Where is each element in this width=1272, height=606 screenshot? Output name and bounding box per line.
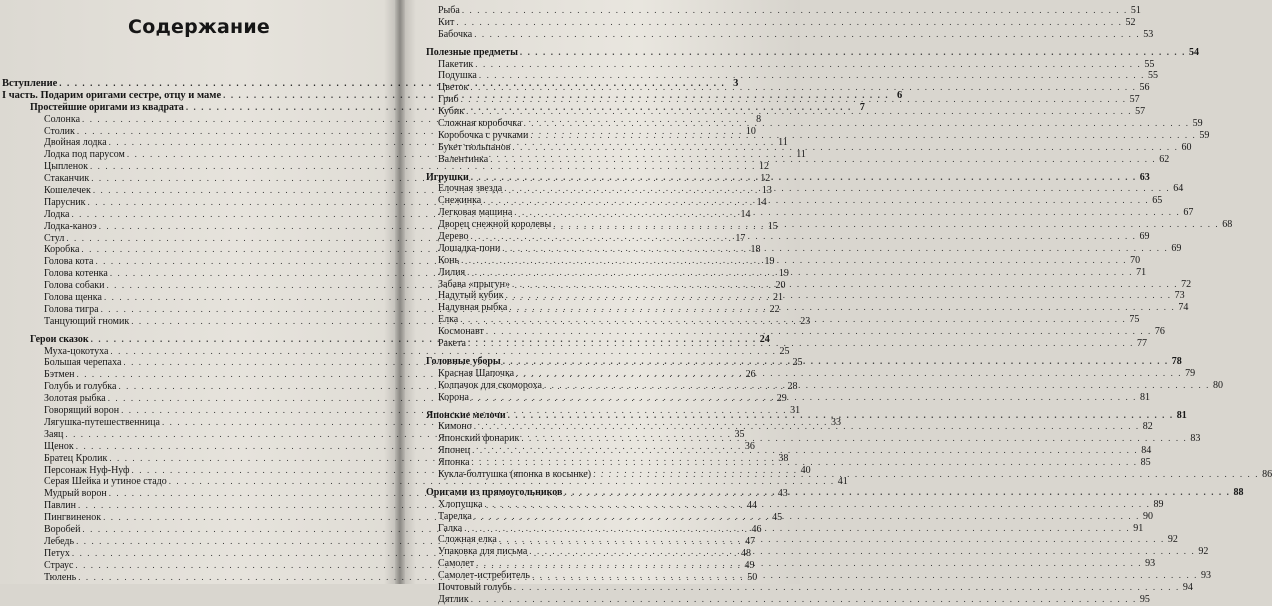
toc-entry-label: Дерево — [438, 231, 469, 243]
toc-page-number: 29 — [776, 393, 787, 405]
toc-leader-dots — [483, 195, 1149, 207]
toc-page-number: 26 — [745, 369, 756, 381]
toc-page-number: 38 — [778, 452, 789, 464]
toc-page-number: 8 — [756, 113, 762, 125]
toc-leader-dots — [530, 130, 1196, 142]
toc-leader-dots — [464, 523, 1130, 535]
toc-leader-dots — [512, 142, 1178, 154]
toc-page-number: 28 — [787, 381, 798, 393]
toc-page-number: 55 — [1144, 58, 1155, 70]
toc-page-number: 93 — [1201, 570, 1212, 582]
toc-page-number: 70 — [1130, 254, 1141, 266]
toc-entry-label: Снежинка — [438, 195, 482, 207]
toc-page-number: 19 — [764, 256, 775, 268]
toc-entry[interactable] — [402, 433, 1201, 445]
toc-page-number: 23 — [800, 315, 811, 327]
toc-page-number: 95 — [1139, 593, 1150, 605]
toc-entry-label: Лошадка-пони — [438, 242, 501, 254]
toc-entry-label: Золотая рыбка — [44, 393, 106, 405]
toc-entry-label: Конь — [438, 254, 460, 266]
toc-entry-label: Головные уборы — [426, 355, 501, 367]
toc-entry[interactable] — [402, 581, 1193, 594]
toc-page-number: 49 — [744, 559, 755, 571]
toc-page-number: 12 — [759, 161, 769, 173]
toc-page-number: 69 — [1171, 242, 1182, 254]
toc-entry-label: Двойная лодка — [44, 137, 107, 149]
toc-entry-label: Мудрый ворон — [44, 488, 107, 500]
toc-entry[interactable] — [0, 476, 848, 488]
toc-leader-dots — [461, 255, 1127, 267]
toc-page-number: 69 — [1139, 231, 1150, 243]
toc-entry-label: Страус — [44, 559, 74, 571]
toc-page-number: 57 — [1135, 106, 1146, 118]
toc-page-number: 56 — [1139, 82, 1150, 94]
toc-entry-label: Надутый кубик — [438, 290, 504, 302]
toc-page-number: 48 — [740, 547, 751, 559]
toc-leader-dots — [521, 433, 1187, 445]
toc-page-number: 12 — [760, 173, 771, 185]
toc-leader-dots — [467, 267, 1133, 279]
toc-entry-label: Лебедь — [44, 535, 75, 547]
toc-leader-dots — [532, 570, 1198, 582]
toc-page-number: 64 — [1173, 183, 1184, 195]
toc-leader-dots — [512, 279, 1178, 291]
toc-entry-label: Лодка под парусом — [44, 149, 125, 161]
toc-entry-label: Гриб — [438, 94, 459, 106]
toc-entry-label: Японские мелочи — [426, 409, 506, 421]
toc-entry[interactable] — [402, 498, 1164, 511]
toc-entry-label: Танцующий гномик — [44, 315, 130, 327]
toc-entry[interactable] — [402, 593, 1150, 606]
toc-entry-label: Надувная рыбка — [438, 302, 508, 314]
toc-entry-label: Голубь и голубка — [44, 381, 117, 393]
toc-page-number: 53 — [1143, 28, 1154, 40]
toc-leader-dots — [476, 558, 1142, 570]
toc-entry-label: Стул — [44, 232, 65, 244]
toc-leader-dots — [484, 499, 1150, 511]
toc-entry[interactable] — [402, 558, 1156, 570]
toc-entry[interactable] — [402, 338, 1148, 350]
toc-entry-label: Галка — [438, 522, 463, 534]
toc-leader-dots — [508, 410, 1174, 422]
toc-entry-label: Муха-цокотуха — [44, 345, 109, 357]
toc-page-number: 54 — [1188, 46, 1199, 58]
toc-entry-label: Коробка — [44, 244, 80, 256]
toc-entry-label: Павлин — [44, 500, 76, 512]
toc-page-number: 51 — [1130, 5, 1141, 16]
toc-entry-label: Простейшие оригами из квадрата — [30, 101, 184, 113]
toc-entry-label: Японка — [438, 457, 470, 469]
toc-page-number: 71 — [1136, 266, 1147, 278]
toc-entry-label: Кубик — [438, 106, 465, 118]
toc-page-number: 92 — [1167, 534, 1178, 546]
toc-entry[interactable] — [402, 171, 1150, 184]
toc-page-number: 43 — [777, 488, 788, 500]
toc-entry-label: Почтовый голубь — [438, 581, 512, 593]
toc-entry-label: Стаканчик — [44, 173, 90, 185]
toc-page-number: 79 — [1185, 367, 1196, 379]
toc-leader-dots — [502, 243, 1168, 255]
toc-page-number: 72 — [1181, 278, 1192, 290]
toc-entry[interactable] — [402, 70, 1158, 82]
toc-page-number: 77 — [1137, 338, 1148, 350]
toc-entry-label: Коробочка с ручками — [438, 129, 529, 141]
toc-entry-label: Голова тигра — [44, 303, 99, 315]
toc-entry-label: Воробей — [44, 523, 81, 535]
toc-page-number: 41 — [837, 476, 848, 488]
toc-page-number: 17 — [735, 232, 746, 244]
toc-entry[interactable] — [402, 94, 1140, 106]
toc-entry-label: Голова щенка — [44, 292, 102, 304]
toc-entry[interactable] — [402, 546, 1209, 558]
toc-leader-dots — [466, 106, 1132, 118]
toc-entry[interactable] — [402, 570, 1212, 582]
toc-entry-label: Говорящий ворон — [44, 405, 120, 417]
toc-entry[interactable] — [402, 28, 1154, 41]
toc-entry-label: I часть. Подарим оригами сестре, отцу и маме — [2, 89, 222, 101]
toc-entry[interactable] — [0, 161, 769, 173]
toc-page-number: 7 — [859, 101, 865, 113]
toc-page-number: 76 — [1154, 326, 1165, 338]
toc-entry[interactable] — [402, 118, 1203, 130]
toc-page-number: 55 — [1147, 70, 1158, 82]
toc-page-number: 25 — [779, 345, 790, 357]
toc-entry-label: Японский фонарик — [438, 433, 520, 445]
toc-leader-dots — [524, 118, 1190, 130]
toc-entry[interactable] — [402, 46, 1199, 59]
toc-page-number: 57 — [1129, 94, 1140, 106]
toc-entry-label: Полезные предметы — [426, 46, 518, 58]
toc-entry-label: Подушка — [438, 70, 477, 82]
toc-page-number: 81 — [1140, 391, 1151, 403]
toc-leader-dots — [472, 445, 1138, 457]
toc-page-number: 67 — [1183, 207, 1194, 219]
toc-page-number: 40 — [800, 464, 811, 476]
toc-entry[interactable] — [402, 5, 1141, 17]
toc-entry-label: Столик — [44, 125, 75, 137]
toc-leader-dots — [470, 231, 1136, 243]
toc-page-number: 33 — [831, 416, 842, 428]
toc-entry[interactable] — [402, 522, 1144, 535]
toc-entry-label: Парусник — [44, 196, 86, 208]
toc-page-number: 94 — [1182, 581, 1193, 593]
toc-entry-label: Хлопушка — [438, 498, 483, 510]
toc-entry-label: Лодка-каноэ — [44, 220, 97, 232]
toc-leader-dots — [461, 94, 1127, 106]
toc-entry-label: Цыпленок — [44, 161, 88, 173]
toc-page-number: 3 — [733, 78, 739, 89]
toc-page-number: 15 — [767, 220, 778, 232]
toc-entry-label: Японец — [438, 445, 471, 457]
toc-entry-label: Упаковка для письма — [438, 546, 528, 558]
toc-page-number: 91 — [1133, 522, 1144, 534]
toc-leader-dots — [471, 392, 1137, 404]
toc-leader-dots — [462, 5, 1128, 17]
toc-page-number: 6 — [896, 89, 903, 101]
toc-page-number: 83 — [1190, 433, 1201, 445]
toc-page-number: 81 — [1176, 409, 1187, 421]
toc-page-number: 63 — [1139, 171, 1150, 183]
toc-entry-label: Ракета — [438, 338, 466, 350]
toc-entry-label: Самолет — [438, 558, 475, 570]
toc-page-number: 59 — [1199, 129, 1210, 141]
toc-leader-dots — [474, 29, 1140, 41]
toc-entry[interactable] — [402, 195, 1163, 207]
toc-leader-dots — [514, 207, 1180, 219]
toc-page-number: 62 — [1159, 153, 1170, 165]
toc-entry[interactable] — [402, 326, 1165, 338]
toc-entry-label: Лягушка-путешественница — [44, 416, 160, 428]
toc-entry-label: Букет тюльпанов — [438, 141, 511, 153]
toc-page-number: 93 — [1145, 558, 1156, 570]
toc-entry-label: Сложная коробочка — [438, 118, 522, 130]
toc-entry-label: Рыба — [438, 5, 460, 16]
toc-page-number: 14 — [740, 208, 751, 220]
toc-leader-dots — [474, 421, 1140, 433]
toc-entry-label: Кимоно — [438, 421, 472, 433]
toc-leader-dots — [490, 154, 1156, 166]
toc-entry-label: Елка — [438, 314, 459, 326]
toc-leader-dots — [509, 302, 1175, 314]
toc-page-number: 25 — [792, 357, 803, 369]
toc-page-number: 45 — [772, 512, 783, 524]
toc-leader-dots — [471, 172, 1137, 184]
toc-page-number: 20 — [775, 280, 786, 292]
toc-leader-dots — [499, 534, 1165, 546]
toc-entry-label: Кошелечек — [44, 185, 91, 197]
toc-page-number: 75 — [1129, 314, 1140, 326]
toc-entry-label: Герои сказок — [30, 333, 89, 345]
toc-page-number: 86 — [1262, 468, 1272, 480]
toc-leader-dots — [553, 219, 1219, 231]
toc-leader-dots — [456, 17, 1122, 29]
toc-leader-dots — [520, 47, 1186, 59]
toc-page-number: 73 — [1174, 290, 1185, 302]
toc-page-number: 60 — [1181, 141, 1192, 153]
toc-entry[interactable] — [402, 302, 1189, 314]
toc-entry-label: Кит — [438, 16, 455, 28]
toc-page-number: 85 — [1140, 457, 1151, 469]
toc-page-number: 36 — [744, 440, 755, 452]
toc-leader-dots — [516, 368, 1182, 380]
toc-page-number: 90 — [1142, 510, 1153, 522]
toc-entry-label: Большая черепаха — [44, 357, 122, 369]
toc-entry-label: Бэтмен — [44, 369, 75, 381]
toc-page-number: 35 — [734, 428, 745, 440]
toc-entry-label: Тарелка — [438, 510, 472, 522]
toc-leader-dots — [468, 338, 1134, 350]
toc-leader-dots — [506, 290, 1172, 302]
toc-leader-dots — [593, 469, 1259, 481]
toc-page-number: 46 — [751, 523, 762, 535]
toc-page-number: 78 — [1171, 355, 1182, 367]
toc-entry-label: Забава «прыгун» — [438, 278, 511, 290]
toc-entry[interactable] — [0, 345, 790, 358]
toc-leader-dots — [544, 380, 1210, 392]
toc-entry-label: Тюлень — [44, 571, 77, 583]
toc-page-number: 89 — [1153, 498, 1164, 510]
toc-entry-label: Пингвиненок — [44, 512, 102, 524]
toc-page-number: 14 — [756, 196, 767, 208]
toc-entry[interactable] — [402, 129, 1210, 142]
toc-entry-label: Дятлик — [438, 593, 469, 605]
toc-leader-dots — [503, 356, 1169, 368]
toc-entry[interactable] — [402, 82, 1150, 94]
toc-entry-label: Лодка — [44, 208, 70, 220]
toc-leader-dots — [486, 326, 1152, 338]
toc-page-number: 80 — [1213, 379, 1224, 391]
toc-entry-label: Корона — [438, 391, 469, 403]
toc-entry[interactable] — [402, 534, 1178, 546]
toc-leader-dots — [472, 457, 1138, 469]
toc-entry-label: Дворец снежной королевы — [438, 219, 552, 231]
toc-entry-label: Голова котенка — [44, 268, 108, 280]
toc-entry-label: Колпачок для скомороха — [438, 379, 542, 391]
toc-entry-label: Оригами из прямоугольников — [426, 486, 563, 498]
toc-page-number: 44 — [747, 500, 758, 512]
toc-leader-dots — [564, 487, 1230, 499]
toc-page-number: 82 — [1142, 421, 1153, 433]
toc-page-number: 11 — [796, 149, 806, 161]
toc-entry-label: Легковая машина — [438, 207, 513, 219]
toc-page-number: 19 — [778, 268, 789, 280]
toc-leader-dots — [514, 582, 1180, 594]
toc-entry[interactable] — [402, 242, 1182, 255]
toc-page-number: 50 — [747, 571, 758, 583]
toc-page-number: 24 — [759, 333, 770, 345]
toc-page-number: 65 — [1152, 195, 1163, 207]
toc-entry-label: Цветок — [438, 82, 469, 94]
toc-entry[interactable] — [402, 219, 1233, 231]
toc-leader-dots — [475, 59, 1141, 71]
toc-entry[interactable] — [402, 106, 1146, 118]
toc-entry[interactable] — [402, 254, 1141, 267]
toc-entry[interactable] — [402, 207, 1194, 219]
toc-leader-dots — [460, 314, 1126, 326]
toc-entry-label: Красная Шапочка — [438, 367, 515, 379]
toc-leader-dots — [504, 183, 1170, 195]
toc-page-number: 31 — [790, 405, 801, 417]
toc-entry-label: Бабочка — [438, 28, 473, 40]
toc-page-number: 11 — [778, 137, 788, 149]
toc-entry[interactable] — [402, 183, 1184, 195]
toc-leader-dots — [470, 82, 1136, 94]
toc-entry-label: Елочная звезда — [438, 183, 503, 195]
toc-page-number: 18 — [750, 244, 761, 256]
toc-leader-dots — [471, 594, 1137, 606]
toc-page-number: 84 — [1141, 445, 1152, 457]
toc-entry-label: Петух — [44, 547, 70, 559]
toc-entry-label: Серая Шейка и утиное стадо — [44, 476, 167, 488]
toc-page-number: 68 — [1222, 219, 1233, 231]
toc-entry[interactable] — [402, 367, 1196, 380]
toc-page-number: 13 — [761, 185, 772, 197]
toc-entry-label: Заяц — [44, 428, 64, 440]
toc-entry-label: Пакетик — [438, 58, 474, 70]
toc-entry-label: Лилия — [438, 266, 466, 278]
toc-page-number: 21 — [773, 292, 783, 304]
page-title: Содержание — [128, 16, 270, 38]
toc-entry[interactable] — [402, 445, 1152, 457]
toc-entry-label: Валентинка — [438, 153, 489, 165]
toc-entry-label: Сложная елка — [438, 534, 497, 546]
toc-entry-label: Вступление — [2, 78, 58, 89]
toc-entry-label: Братец Кролик — [44, 452, 108, 464]
toc-entry-label: Игрушки — [426, 171, 469, 183]
toc-entry-label: Кукла-болтушка (японка в косынке) — [438, 468, 592, 480]
toc-leader-dots — [479, 70, 1145, 82]
toc-page-number: 59 — [1192, 118, 1203, 130]
toc-entry[interactable] — [402, 231, 1150, 243]
toc-entry-label: Солонка — [44, 113, 81, 125]
toc-entry-label: Голова кота — [44, 256, 94, 268]
toc-page-number: 10 — [745, 125, 756, 137]
toc-entry-label: Голова собаки — [44, 280, 105, 292]
toc-page-number: 47 — [745, 535, 756, 547]
toc-entry[interactable] — [402, 16, 1136, 29]
toc-page-number: 74 — [1178, 302, 1189, 314]
toc-leader-dots — [529, 546, 1195, 558]
toc-page-number: 22 — [769, 303, 780, 315]
toc-entry-label: Самолет-истребитель — [438, 570, 530, 582]
toc-page-number: 92 — [1198, 546, 1209, 558]
toc-entry-label: Космонавт — [438, 326, 484, 338]
toc-entry-label: Щенок — [44, 440, 74, 452]
toc-entry-label: Персонаж Нуф-Нуф — [44, 464, 130, 476]
toc-page-number: 52 — [1125, 16, 1136, 28]
toc-leader-dots — [474, 511, 1140, 523]
toc-page-number: 88 — [1233, 486, 1244, 498]
toc-entry[interactable] — [402, 58, 1155, 71]
